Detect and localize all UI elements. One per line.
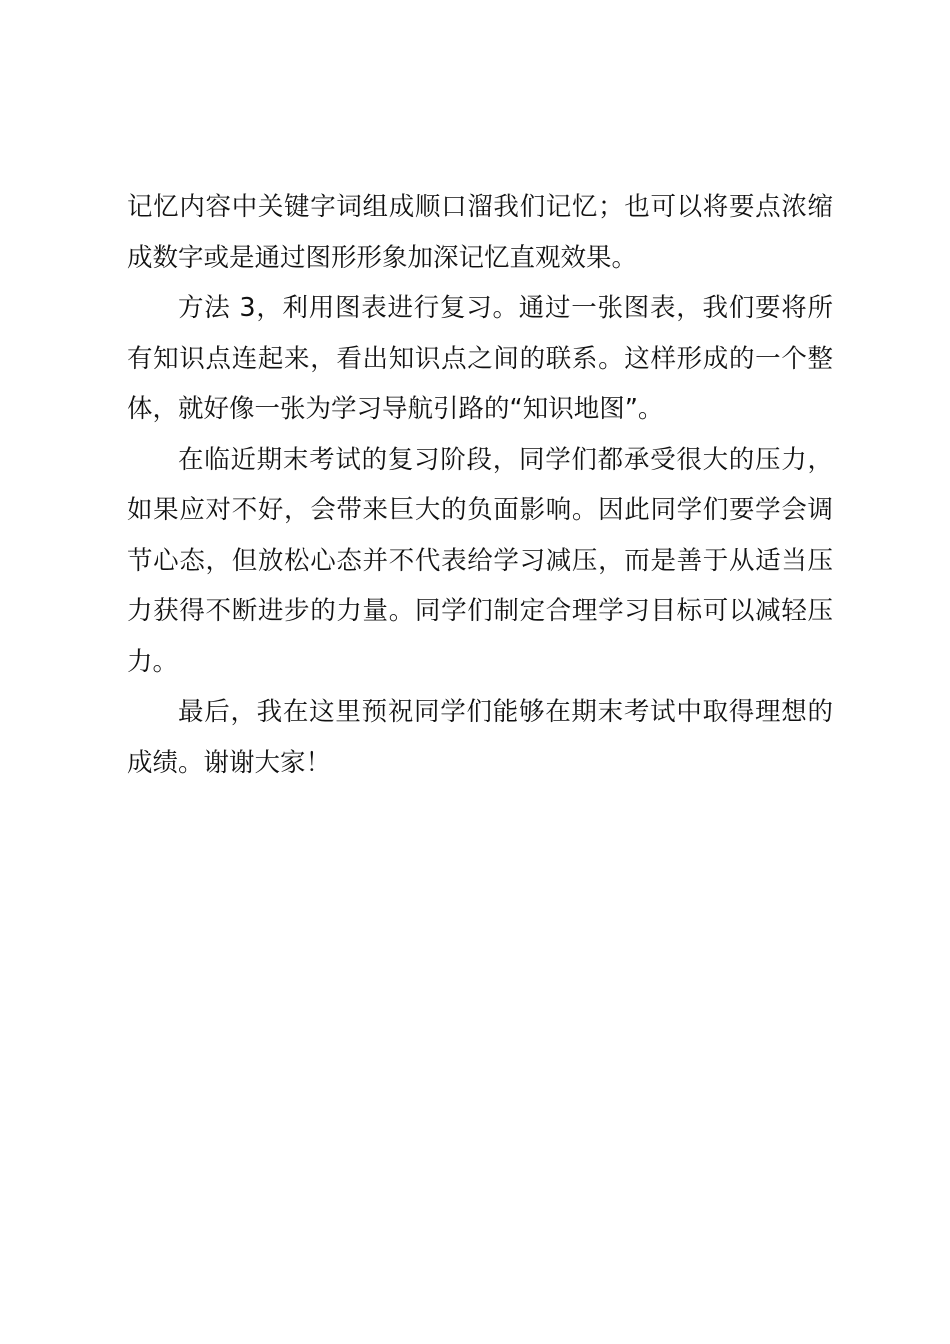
paragraph-line: 成绩。谢谢大家！ [127,747,332,778]
paragraph-line: 体，就好像一张为学习导航引路的“知识地图”。 [127,394,664,424]
paragraph-line: 成数字或是通过图形形象加深记忆直观效果。 [127,242,638,273]
paragraph-1 [127,182,833,283]
paragraph-line: 方法 3，利用图表进行复习。通过一张图表，我们要将所 [178,293,833,323]
paragraph-line: 记忆内容中关键字词组成顺口溜我们记忆；也可以将要点浓缩 [127,192,833,222]
paragraph-line: 有知识点连起来，看出知识点之间的联系。这样形成的一个整 [127,343,833,374]
paragraph-line: 在临近期末考试的复习阶段，同学们都承受很大的压力， [178,444,833,475]
document-body [127,182,833,788]
paragraph-line: 节心态，但放松心态并不代表给学习减压，而是善于从适当压 [127,545,833,576]
paragraph-4 [127,687,833,788]
paragraph-line: 如果应对不好，会带来巨大的负面影响。因此同学们要学会调 [127,495,833,525]
paragraph-line: 最后，我在这里预祝同学们能够在期末考试中取得理想的 [178,697,833,727]
paragraph-3 [127,435,833,688]
paragraph-line: 力获得不断进步的力量。同学们制定合理学习目标可以减轻压 [127,596,833,626]
paragraph-line: 力。 [127,646,179,677]
paragraph-2 [127,283,833,435]
